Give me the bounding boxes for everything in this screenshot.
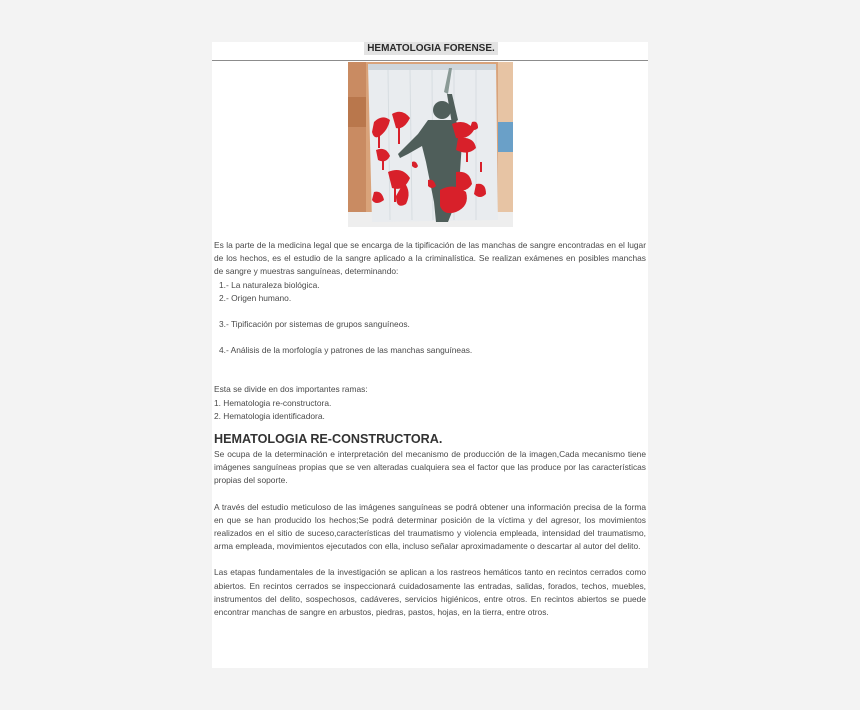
paragraph: Se ocupa de la determinación e interpretación del mecanismo de producción de la imagen,Cada mecanismo tiene imágenes sanguíneas propias que se ven alteradas cualquiera sea el factor que las produce por las características propias del soporte. <box>214 449 646 486</box>
bloody-shower-curtain-image <box>348 62 513 227</box>
determination-item: 4.- Análisis de la morfología y patrones de las manchas sanguíneas. <box>219 345 473 356</box>
document-body <box>214 239 646 619</box>
determination-item: 1.- La naturaleza biológica. <box>219 279 320 290</box>
branches-intro: Esta se divide en dos importantes ramas: <box>214 384 368 395</box>
paragraph: Las etapas fundamentales de la investigación se aplican a los rastreos hemáticos tanto en recintos cerrados como abiertos. En recintos cerrados se inspeccionará cuidadosamente las entradas, salidas, forados, techos, muebles, instrumentos del delito, sospechosos, cadáveres, servicios higiénicos, entre otros. En recintos abiertos se puede encontrar manchas de sangre en arbustos, piedras, pastos, hojas, en la tierra, entre otros. <box>214 567 646 618</box>
determination-item: 3.- Tipificación por sistemas de grupos sanguíneos. <box>219 319 410 330</box>
document-page <box>212 42 648 668</box>
title-divider <box>212 60 648 61</box>
branch-item: 2. Hematologia identificadora. <box>214 410 325 421</box>
intro-paragraph: Es la parte de la medicina legal que se encarga de la tipificación de las manchas de sangre encontradas en el lugar de los hechos, es el estudio de la sangre aplicado a la criminalística. Se realizan exámenes en posibles manchas de sangre y muestras sanguíneas, determinando: <box>214 240 646 277</box>
branch-item: 1. Hematologia re-constructora. <box>214 397 332 408</box>
document-title: HEMATOLOGIA FORENSE. <box>364 42 498 55</box>
section-heading: HEMATOLOGIA RE-CONSTRUCTORA. <box>214 432 443 447</box>
paragraph: A través del estudio meticuloso de las imágenes sanguíneas se podrá obtener una información precisa de la forma en que se han producido los hechos;Se podrá determinar posición de la víctima y del agresor, los movimientos realizados en el sitio de suceso,características del traumatismo y violencia empleada, intensidad del traumatismo, arma empleada, movimientos ejecutados con ella, incluso señalar aproximadamente o descartar al autor del delito. <box>214 501 646 552</box>
determination-item: 2.- Origen humano. <box>219 292 292 303</box>
